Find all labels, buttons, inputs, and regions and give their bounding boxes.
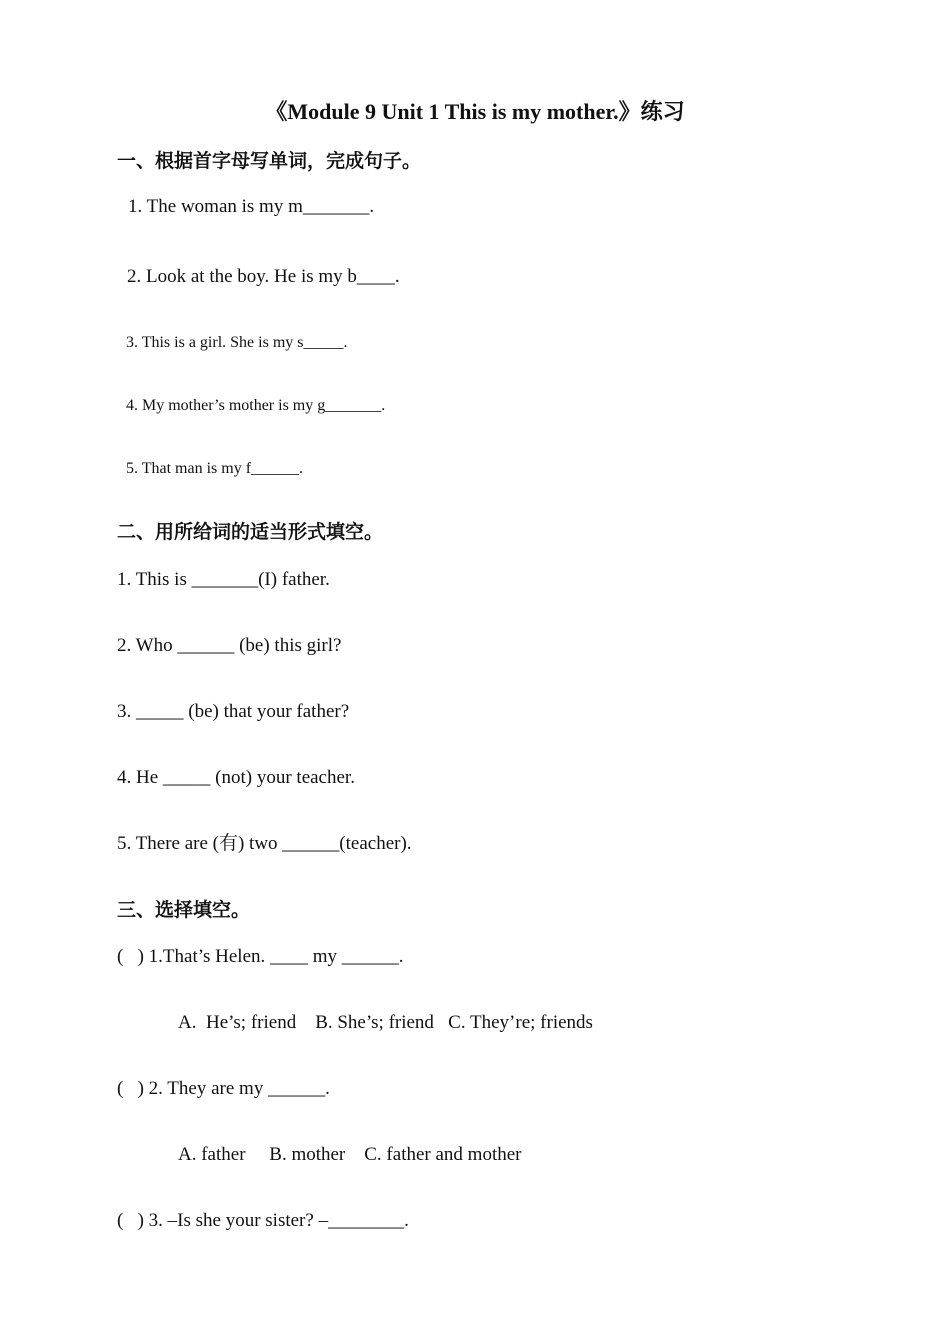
section-1-item-3: 3. This is a girl. She is my s_____. (126, 334, 348, 351)
page-title: 《Module 9 Unit 1 This is my mother.》练习 (265, 99, 685, 124)
section-3-heading: 三、选择填空。 (117, 899, 251, 921)
section-2-heading: 二、用所给词的适当形式填空。 (117, 521, 384, 543)
section-2-item-2: 2. Who ______ (be) this girl? (117, 635, 342, 656)
section-3-question-3: ( ) 3. –Is she your sister? –________. (117, 1210, 409, 1231)
section-2-item-5: 5. There are (有) two ______(teacher). (117, 833, 412, 854)
section-1-item-1: 1. The woman is my m_______. (128, 196, 375, 217)
section-3-question-2: ( ) 2. They are my ______. (117, 1078, 330, 1099)
section-2-item-3: 3. _____ (be) that your father? (117, 701, 350, 722)
section-2-item-4: 4. He _____ (not) your teacher. (117, 767, 355, 788)
section-1-heading: 一、根据首字母写单词，完成句子。 (117, 150, 422, 172)
section-3-options-2: A. father B. mother C. father and mother (178, 1144, 522, 1165)
section-1-item-5: 5. That man is my f______. (126, 460, 304, 477)
section-1-item-4: 4. My mother’s mother is my g_______. (126, 397, 386, 414)
section-1-item-2: 2. Look at the boy. He is my b____. (127, 266, 400, 287)
section-3-question-1: ( ) 1.That’s Helen. ____ my ______. (117, 946, 404, 967)
section-2-item-1: 1. This is _______(I) father. (117, 569, 330, 590)
section-3-options-1: A. He’s; friend B. She’s; friend C. They’re; friends (178, 1012, 593, 1033)
